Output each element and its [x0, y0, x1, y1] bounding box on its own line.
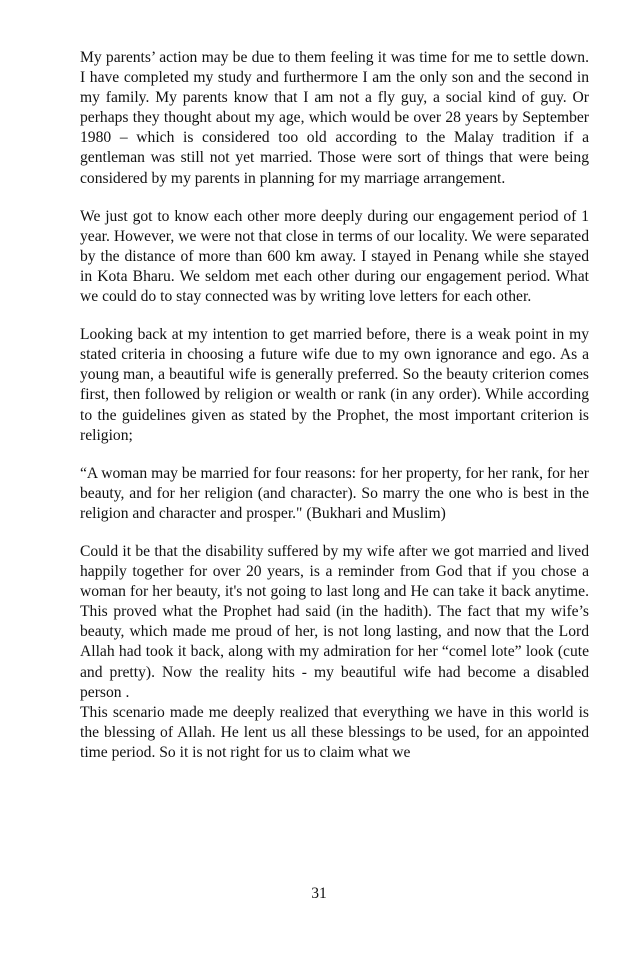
paragraph-criteria: Looking back at my intention to get married before, there is a weak point in my stated criteria in choosing a future wife due to my own ignorance and ego. As a young man, a beautiful wife is generally preferred. So the beauty criterion comes first, then followed by religion or wealth or rank (in any order). While according to the guidelines given as stated by the Prophet, the most important criterion is religion; — [80, 326, 589, 444]
paragraph-disability: Could it be that the disability suffered by my wife after we got married and lived happily together for over 20 years, is a reminder from God that if you chose a woman for her beauty, it's not going to last long and He can take it back anytime. This proved what the Prophet had said (in the hadith). The fact that my wife’s beauty, which made me proud of her, is not long lasting, and now that the Lord Allah had took it back, along with my admiration for her “comel lote” look (cute and pretty). Now the reality hits - my beautiful wife had become a disabled person . — [80, 542, 589, 701]
paragraph-blessing: This scenario made me deeply realized that everything we have in this world is the blessing of Allah. He lent us all these blessings to be used, for an appointed time period. So it is not right for us to claim what we — [80, 703, 589, 761]
paragraph-engagement-period: We just got to know each other more deeply during our engagement period of 1 year. However, we were not that close in terms of our locality. We were separated by the distance of more than 600 km away. I stayed in Penang while she stayed in Kota Bharu. We seldom met each other during our engagement period. What we could do to stay connected was by writing love letters for each other. — [80, 207, 589, 306]
page-number: 31 — [311, 885, 327, 902]
paragraph-parents-action: My parents’ action may be due to them feeling it was time for me to settle down. I have completed my study and furthermore I am the only son and the second in my family. My parents know that I am not a fly guy, a social kind of guy. Or perhaps they thought about my age, which would be over 28 years by September 1980 – which is considered too old according to the Malay tradition if a gentleman was still not yet married. Those were sort of things that were being considered by my parents in planning for my marriage arrangement. — [80, 49, 589, 187]
paragraph-hadith-quote: “A woman may be married for four reasons: for her property, for her rank, for her beauty, and for her religion (and character). So marry the one who is best in the religion and character and prosper." (Bukhari and Muslim) — [80, 464, 589, 522]
page-body — [80, 48, 589, 763]
